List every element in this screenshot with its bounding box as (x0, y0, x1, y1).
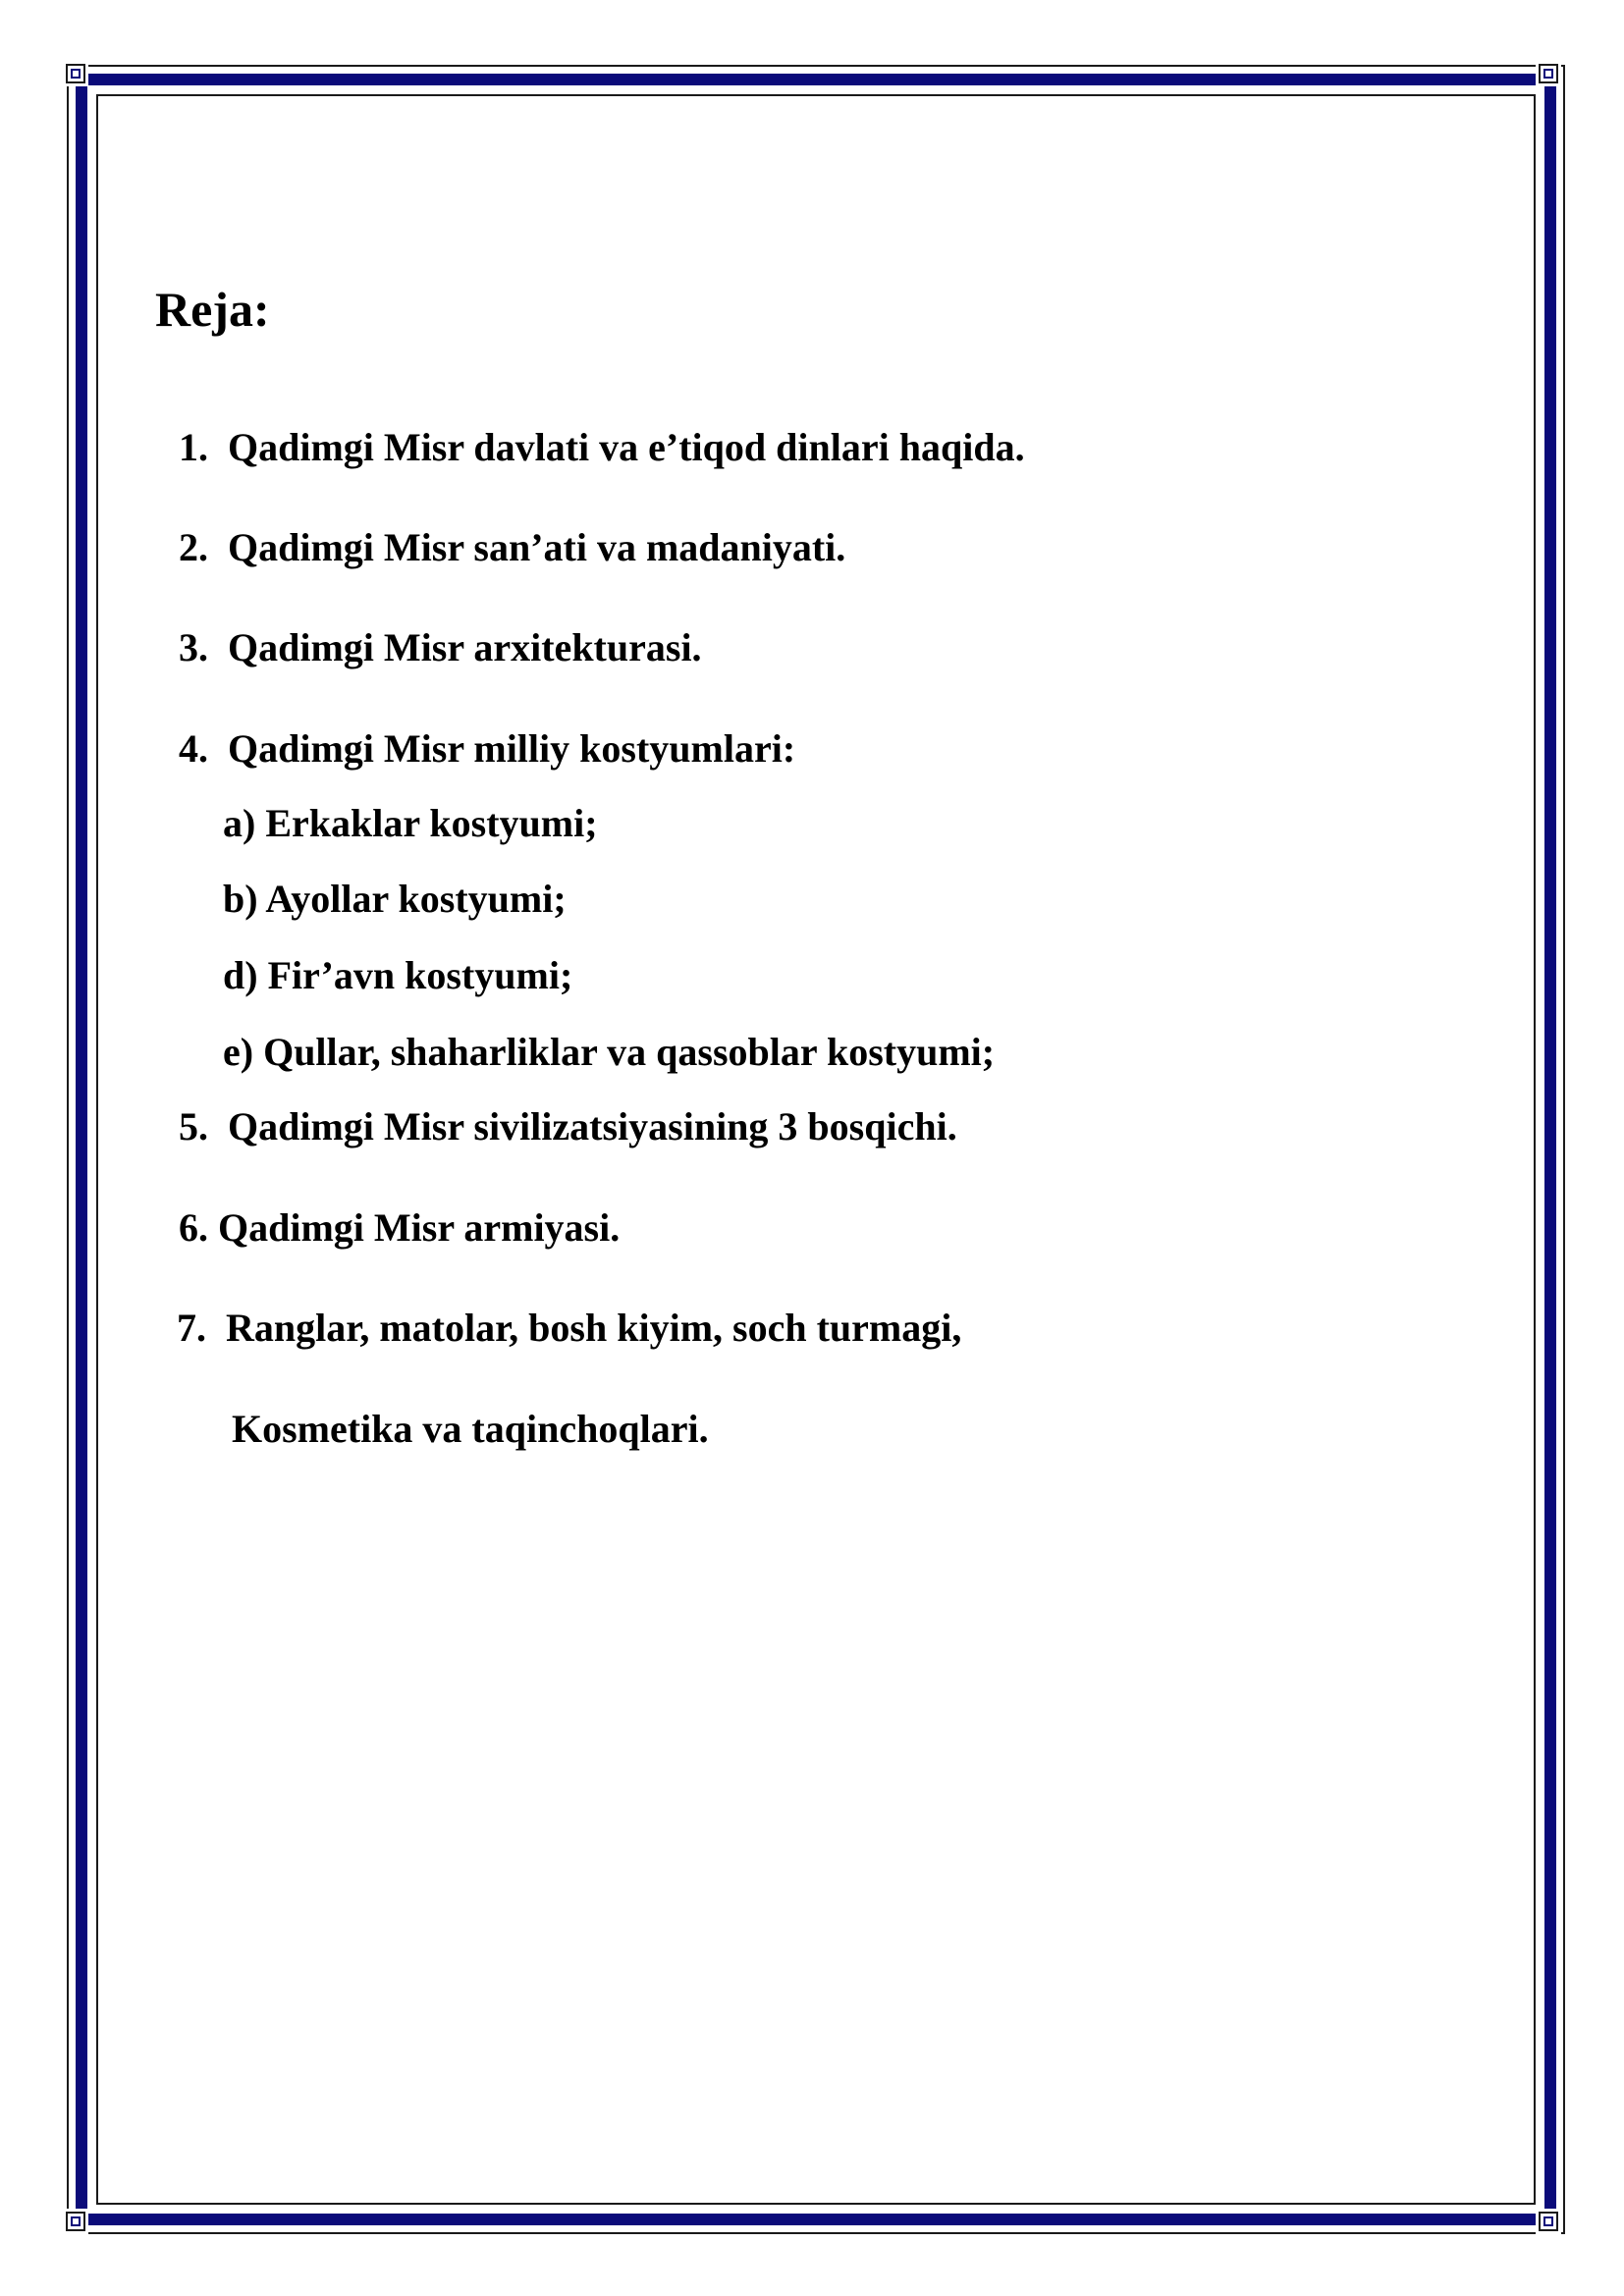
list-item-text: Qadimgi Misr milliy kostyumlari: (228, 726, 796, 771)
list-item-1 (179, 425, 1025, 469)
sub-item-b: b) Ayollar kostyumi; (223, 877, 567, 921)
border-corner-bottom-right (1536, 2209, 1561, 2234)
border-corner-bottom-left (63, 2209, 88, 2234)
border-corner-top-right (1536, 61, 1561, 86)
list-item-4 (179, 726, 796, 771)
list-item-text: Ranglar, matolar, bosh kiyim, soch turmagi, (226, 1306, 962, 1350)
list-item-number: 1. (179, 425, 208, 469)
list-item-7-continuation: Kosmetika va taqinchoqlari. (232, 1407, 709, 1451)
list-item-number: 2. (179, 525, 208, 569)
list-item-3 (179, 625, 702, 669)
list-item-number: 7. (177, 1306, 206, 1350)
sub-item-e: e) Qullar, shaharliklar va qassoblar kostyumi; (223, 1030, 996, 1074)
sub-item-d: d) Fir’avn kostyumi; (223, 953, 573, 997)
list-item-text: Qadimgi Misr davlati va e’tiqod dinlari haqida. (228, 425, 1025, 469)
page-border-inner (96, 94, 1536, 2205)
list-item-text: Qadimgi Misr san’ati va madaniyati. (228, 525, 846, 569)
list-item-number: 5. (179, 1104, 208, 1148)
list-item-number: 4. (179, 726, 208, 771)
list-item-text: Qadimgi Misr armiyasi. (218, 1205, 621, 1250)
list-item-2 (179, 525, 846, 569)
list-item-number: 3. (179, 625, 208, 669)
list-item-text: Qadimgi Misr sivilizatsiyasining 3 bosqichi. (228, 1104, 957, 1148)
page-heading: Reja: (155, 282, 270, 337)
border-corner-top-left (63, 61, 88, 86)
list-item-5 (179, 1104, 957, 1148)
list-item-7 (177, 1308, 961, 1348)
list-item-6 (179, 1205, 621, 1250)
sub-item-a: a) Erkaklar kostyumi; (223, 801, 598, 845)
list-item-number: 6. (179, 1205, 208, 1250)
list-item-text: Qadimgi Misr arxitekturasi. (228, 625, 702, 669)
